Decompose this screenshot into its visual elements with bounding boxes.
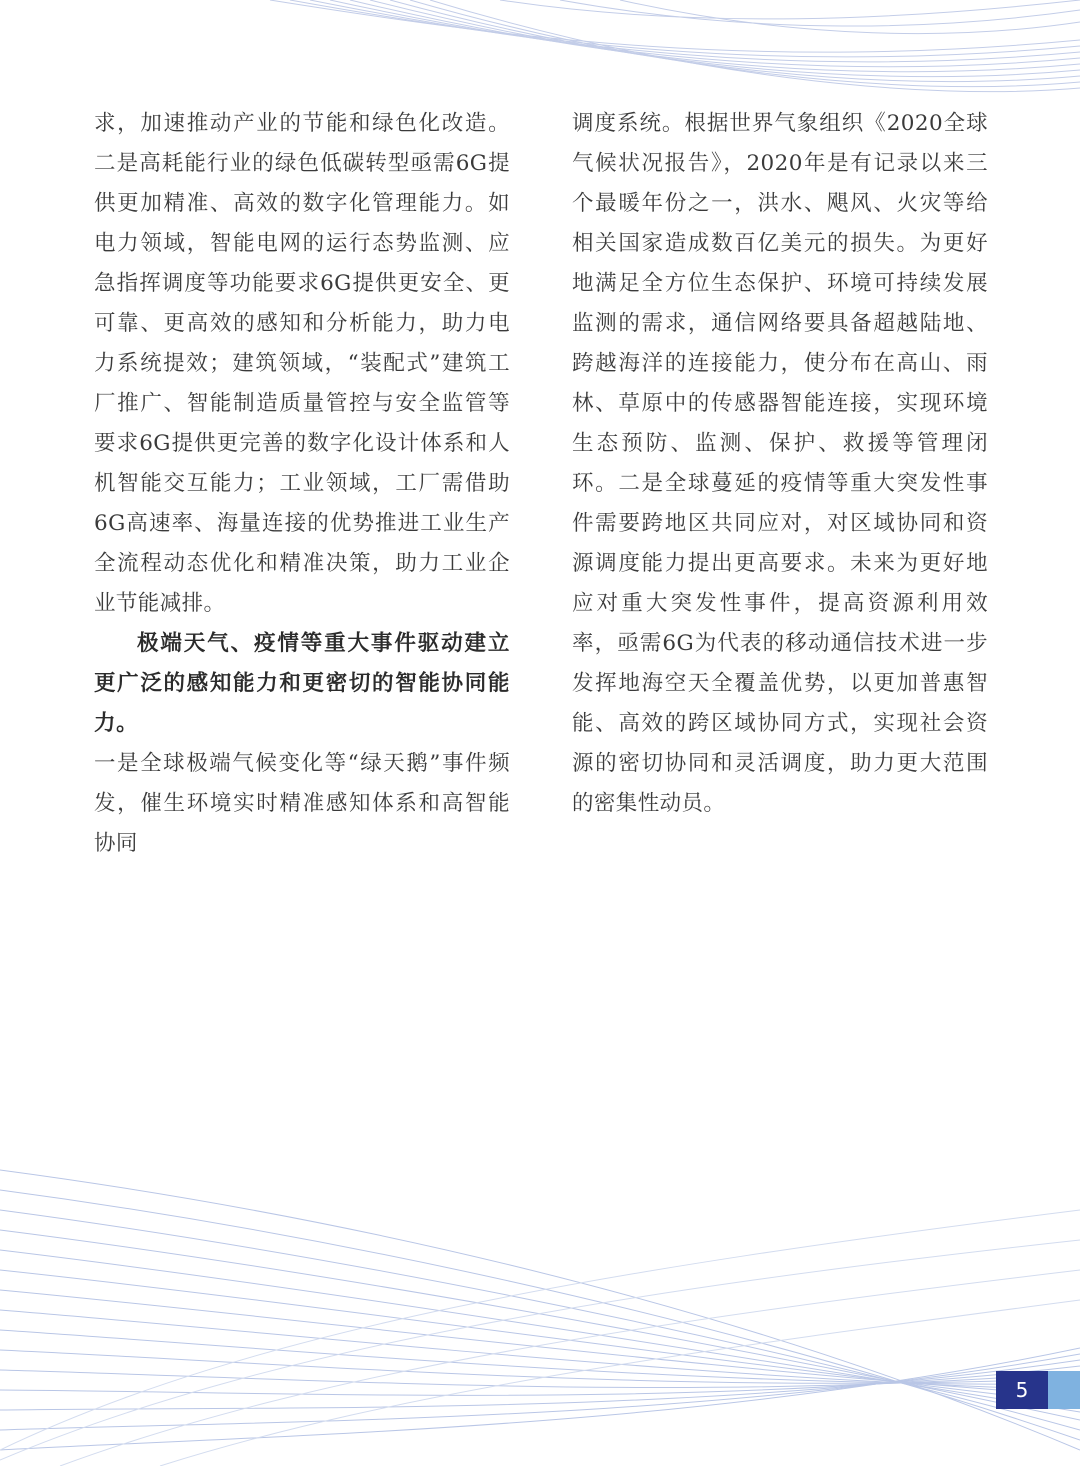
top-wave-decoration (0, 0, 1080, 120)
left-paragraph-2: 一是全球极端气候变化等“绿天鹅”事件频发，催生环境实时精准感知体系和高智能协同 (94, 751, 510, 856)
section-heading: 极端天气、疫情等重大事件驱动建立更广泛的感知能力和更密切的智能协同能力。 (94, 631, 510, 736)
right-paragraph-1: 调度系统。根据世界气象组织《2020全球气候状况报告》，2020年是有记录以来三个最暖年份之一，洪水、飓风、火灾等给相关国家造成数百亿美元的损失。为更好地满足全方位生态保护、环境可持续发展监测的需求，通信网络要具备超越陆地、跨越海洋的连接能力，使分布在高山、雨林、草原中的传感器智能连接，实现环境生态预防、监测、保护、救援等管理闭环。二是全球蔓延的疫情等重大突发性事件需要跨地区共同应对，对区域协同和资源调度能力提出更高要求。未来为更好地应对重大突发性事件，提高资源利用效率，亟需6G为代表的移动通信技术进一步发挥地海空天全覆盖优势，以更加普惠智能、高效的跨区域协同方式，实现社会资源的密切协同和灵活调度，助力更大范围的密集性动员。 (572, 111, 988, 816)
left-text-column (94, 104, 510, 864)
left-paragraph-1: 求，加速推动产业的节能和绿色化改造。二是高耗能行业的绿色低碳转型亟需6G提供更加精准、高效的数字化管理能力。如电力领域，智能电网的运行态势监测、应急指挥调度等功能要求6G提供更安全、更可靠、更高效的感知和分析能力，助力电力系统提效；建筑领域，“装配式”建筑工厂推广、智能制造质量管控与安全监管等要求6G提供更完善的数字化设计体系和人机智能交互能力；工业领域，工厂需借助6G高速率、海量连接的优势推进工业生产全流程动态优化和精准决策，助力工业企业节能减排。 (94, 111, 510, 616)
page-number-tab-accent (1048, 1371, 1080, 1409)
bottom-wave-decoration (0, 1150, 1080, 1466)
right-text-column (572, 104, 988, 824)
page-number: 5 (996, 1371, 1048, 1409)
